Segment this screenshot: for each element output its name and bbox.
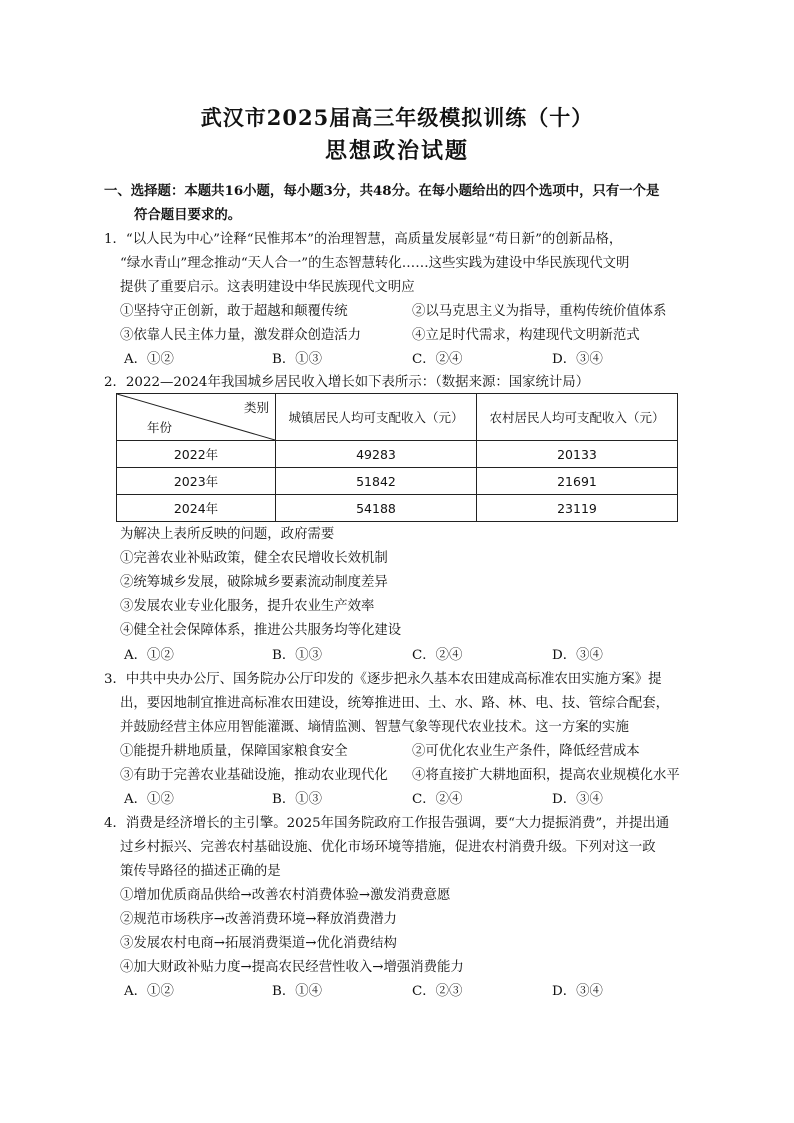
table-header-row [117,394,678,441]
q4-choice-d: D．③④ [552,984,603,999]
q1-item: ②以马克思主义为指导，重构传统价值体系 [412,304,667,319]
q4-stem-line: 过乡村振兴、完善农村基础设施、优化市场环境等措施，促进农村消费升级。下列对这一政 [120,840,656,855]
table-row [117,468,678,495]
q3-item: ④将直接扩大耕地面积，提高农业规模化水平 [412,768,680,783]
q3-choice-c: C．②④ [412,792,463,807]
q2-choice-a: A．①② [124,648,174,663]
cell-year: 2024年 [117,495,276,522]
q4-item: ④加大财政补贴力度→提高农民经营性收入→增强消费能力 [120,960,464,975]
table-row [117,495,678,522]
table-row [117,441,678,468]
cell-urban: 49283 [276,441,477,468]
q1-choice-c: C．②④ [412,352,463,367]
q4-stem-line: 策传导路径的描述正确的是 [120,864,281,879]
corner-label-category: 类别 [243,400,269,415]
q3-choice-b: B．①③ [272,792,323,807]
q1-item: ③依靠人民主体力量，激发群众创造活力 [120,328,362,343]
q2-choice-d: D．③④ [552,648,603,663]
cell-year: 2022年 [117,441,276,468]
cell-urban: 54188 [276,495,477,522]
q3-choice-a: A．①② [124,792,174,807]
q2-after-text: 为解决上表所反映的问题，政府需要 [120,527,335,542]
q4-choice-a: A．①② [124,984,174,999]
table-corner-cell [117,394,276,441]
q4-choice-b: B．①④ [272,984,323,999]
q2-stem: 2．2022—2024年我国城乡居民收入增长如下表所示：（数据来源：国家统计局） [104,375,590,390]
q3-item: ②可优化农业生产条件，降低经营成本 [412,744,640,759]
q3-item: ①能提升耕地质量，保障国家粮食安全 [120,744,348,759]
q1-choice-b: B．①③ [272,352,323,367]
section-instruction: 一、选择题：本题共16小题，每小题3分，共48分。在每小题给出的四个选项中，只有一个是 [104,183,660,199]
q1-choice-a: A．①② [124,352,174,367]
cell-rural: 21691 [477,468,678,495]
q4-item: ①增加优质商品供给→改善农村消费体验→激发消费意愿 [120,888,451,903]
cell-urban: 51842 [276,468,477,495]
exam-subtitle: 思想政治试题 [324,138,469,164]
col-header-urban: 城镇居民人均可支配收入（元） [276,394,477,441]
cell-rural: 20133 [477,441,678,468]
q1-item: ④立足时代需求，构建现代文明新范式 [412,328,640,343]
col-header-rural: 农村居民人均可支配收入（元） [477,394,678,441]
q1-stem-line: 提供了重要启示。这表明建设中华民族现代文明应 [120,280,415,295]
q3-item: ③有助于完善农业基础设施，推动农业现代化 [120,768,388,783]
q4-choice-c: C．②③ [412,984,463,999]
q2-item: ③发展农业专业化服务，提升农业生产效率 [120,599,375,614]
q2-item: ④健全社会保障体系，推进公共服务均等化建设 [120,623,402,638]
q2-choice-c: C．②④ [412,648,463,663]
exam-title: 武汉市2025届高三年级模拟训练（十） [200,105,594,130]
cell-year: 2023年 [117,468,276,495]
q3-choice-d: D．③④ [552,792,603,807]
q1-item: ①坚持守正创新，敢于超越和颠覆传统 [120,304,348,319]
q4-stem-line: 4．消费是经济增长的主引擎。2025年国务院政府工作报告强调，要“大力提振消费”，并提出通 [104,816,670,831]
q3-stem-line: 3．中共中央办公厅、国务院办公厅印发的《逐步把永久基本农田建成高标准农田实施方案》提 [104,672,662,687]
cell-rural: 23119 [477,495,678,522]
corner-label-year: 年份 [147,420,173,435]
q2-item: ①完善农业补贴政策，健全农民增收长效机制 [120,551,388,566]
q4-item: ③发展农村电商→拓展消费渠道→优化消费结构 [120,936,397,951]
q1-stem-line: “绿水青山”理念推动“天人合一”的生态智慧转化……这些实践为建设中华民族现代文明 [120,256,630,271]
q2-choice-b: B．①③ [272,648,323,663]
q3-stem-line: 出，要因地制宜推进高标准农田建设，统筹推进田、土、水、路、林、电、技、管综合配套， [120,696,670,711]
section-instruction-cont: 符合题目要求的。 [134,207,242,223]
q2-item: ②统筹城乡发展，破除城乡要素流动制度差异 [120,575,388,590]
q4-item: ②规范市场秩序→改善消费环境→释放消费潜力 [120,912,397,927]
q1-choice-d: D．③④ [552,352,603,367]
q3-stem-line: 并鼓励经营主体应用智能灌溉、墒情监测、智慧气象等现代农业技术。这一方案的实施 [120,720,629,735]
q1-stem-line: 1．“以人民为中心”诠释“民惟邦本”的治理智慧，高质量发展彰显“苟日新”的创新品格， [104,232,623,247]
income-table [116,393,678,522]
